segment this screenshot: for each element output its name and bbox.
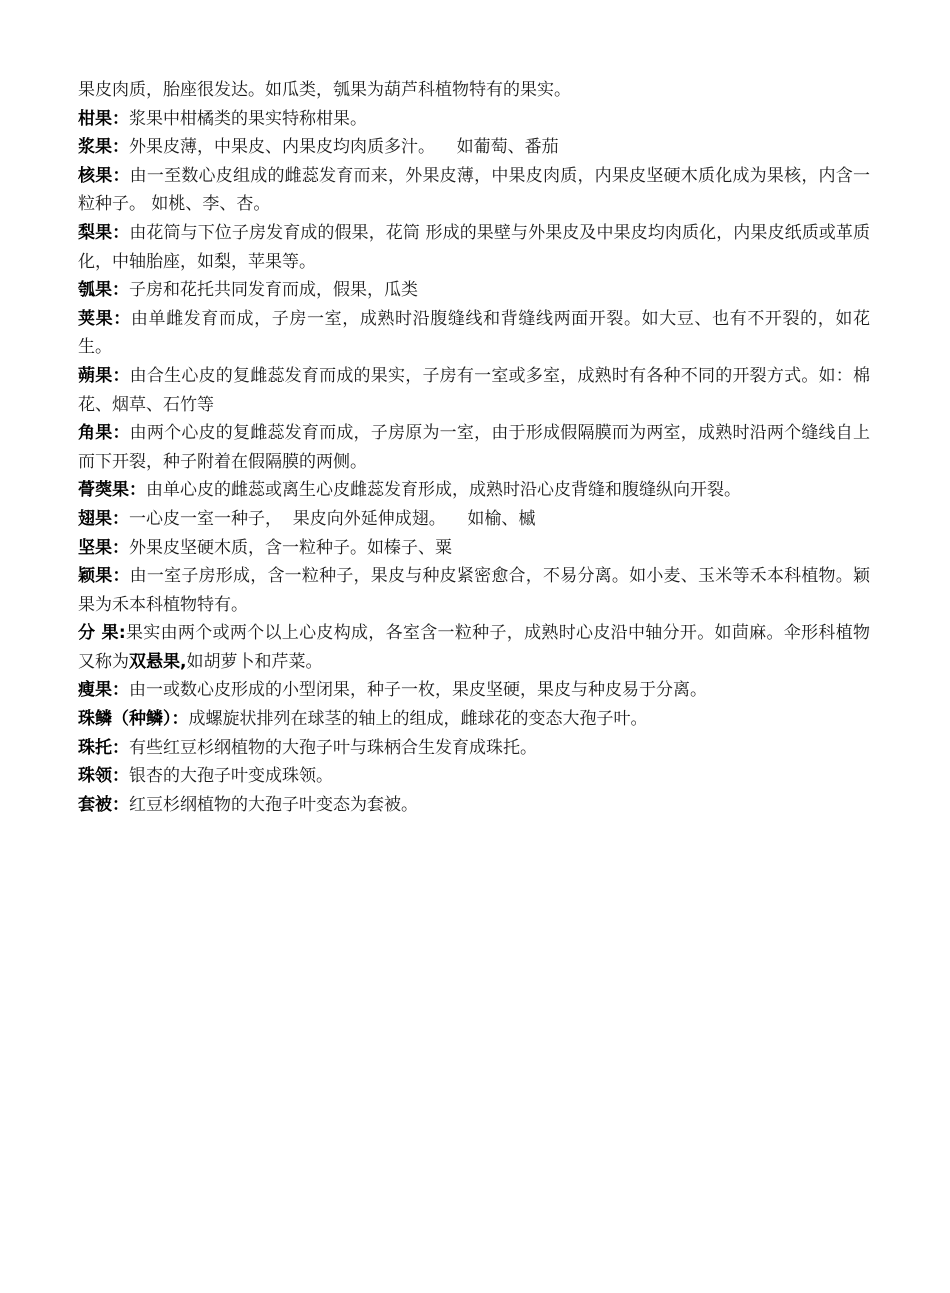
term-label: 翅果： bbox=[78, 508, 129, 529]
paragraph-capsule bbox=[78, 362, 870, 419]
paragraph-ovuliferous-scale bbox=[78, 705, 870, 734]
term-label: 浆果： bbox=[78, 137, 129, 158]
paragraph-text: 果实由两个或两个以上心皮构成，各室含一粒种子，成熟时心皮沿中轴分开。如茴麻。伞形科植物又称为 bbox=[78, 623, 871, 672]
paragraph-text: 有些红豆杉纲植物的大孢子叶与珠柄合生发育成珠托。 bbox=[129, 737, 537, 758]
term-label: 蒴果： bbox=[78, 365, 130, 386]
term-label: 瓠果： bbox=[78, 280, 129, 301]
paragraph-legume bbox=[78, 305, 870, 362]
paragraph-text: 银杏的大孢子叶变成珠领。 bbox=[129, 766, 333, 787]
term-label: 珠领： bbox=[78, 766, 129, 787]
term-label: 柑果： bbox=[78, 108, 129, 129]
paragraph-text: 由单心皮的雌蕊或离生心皮雌蕊发育形成，成熟时沿心皮背缝和腹缝纵向开裂。 bbox=[146, 480, 741, 501]
paragraph-text: 由两个心皮的复雌蕊发育而成，子房原为一室，由于形成假隔膜而为两室，成熟时沿两个缝线自上而下开裂，种子附着在假隔膜的两侧。 bbox=[78, 423, 871, 472]
paragraph-text: 由一或数心皮形成的小型闭果，种子一枚，果皮坚硬，果皮与种皮易于分离。 bbox=[129, 680, 707, 701]
paragraph-pepo bbox=[78, 276, 870, 305]
inline-bold-term: 双悬果, bbox=[129, 651, 187, 672]
paragraph-follicle bbox=[78, 476, 870, 505]
document-body bbox=[78, 76, 870, 819]
paragraph-text-after: 如胡萝卜和芹菜。 bbox=[186, 651, 323, 672]
paragraph-text: 外果皮薄，中果皮、内果皮均肉质多汁。 如葡萄、番茄 bbox=[129, 137, 559, 158]
paragraph-drupe bbox=[78, 162, 870, 219]
paragraph-hesperidium bbox=[78, 105, 870, 134]
term-label: 角果： bbox=[78, 423, 130, 444]
paragraph-collar bbox=[78, 762, 870, 791]
paragraph-text: 外果皮坚硬木质，含一粒种子。如榛子、粟 bbox=[129, 537, 452, 558]
term-label: 核果： bbox=[78, 165, 130, 186]
paragraph-caryopsis bbox=[78, 562, 870, 619]
paragraph-samara bbox=[78, 505, 870, 534]
term-label: 蓇葖果： bbox=[78, 480, 146, 501]
paragraph-text: 一心皮一室一种子， 果皮向外延伸成翅。 如榆、槭 bbox=[129, 508, 536, 529]
paragraph-text: 红豆杉纲植物的大孢子叶变态为套被。 bbox=[129, 794, 418, 815]
paragraph-pome bbox=[78, 219, 870, 276]
term-label: 珠鳞（种鳞）： bbox=[78, 709, 189, 730]
term-label: 分 果: bbox=[78, 623, 126, 644]
paragraph-gourd-continuation bbox=[78, 76, 870, 105]
paragraph-text: 果皮肉质，胎座很发达。如瓜类，瓠果为葫芦科植物特有的果实。 bbox=[78, 80, 571, 100]
term-label: 珠托： bbox=[78, 737, 129, 758]
term-label: 套被： bbox=[78, 794, 129, 815]
term-label: 颖果： bbox=[78, 566, 130, 587]
paragraph-text: 由一室子房形成，含一粒种子，果皮与种皮紧密愈合，不易分离。如小麦、玉米等禾本科植物。颖果为禾本科植物特有。 bbox=[78, 566, 871, 615]
paragraph-text: 由合生心皮的复雌蕊发育而成的果实，子房有一室或多室，成熟时有各种不同的开裂方式。如：棉花、烟草、石竹等 bbox=[78, 365, 871, 415]
paragraph-berry bbox=[78, 133, 870, 162]
paragraph-schizocarp bbox=[78, 619, 870, 676]
paragraph-achene bbox=[78, 676, 870, 705]
term-label: 荚果： bbox=[78, 308, 131, 329]
term-label: 梨果： bbox=[78, 222, 130, 243]
paragraph-text: 由一至数心皮组成的雌蕊发育而来，外果皮薄，中果皮肉质，内果皮坚硬木质化成为果核，内含一粒种子。 如桃、李、杏。 bbox=[78, 165, 871, 215]
paragraph-silique bbox=[78, 419, 870, 476]
paragraph-epimatium bbox=[78, 791, 870, 820]
paragraph-nut bbox=[78, 534, 870, 563]
paragraph-text: 子房和花托共同发育而成，假果，瓜类 bbox=[129, 280, 418, 301]
paragraph-text: 浆果中柑橘类的果实特称柑果。 bbox=[129, 108, 367, 129]
paragraph-text: 成螺旋状排列在球茎的轴上的组成，雌球花的变态大孢子叶。 bbox=[188, 709, 648, 730]
term-label: 瘦果： bbox=[78, 680, 129, 701]
paragraph-text: 由单雌发育而成，子房一室，成熟时沿腹缝线和背缝线两面开裂。如大豆、也有不开裂的，如花生。 bbox=[78, 308, 871, 358]
paragraph-text: 由花筒与下位子房发育成的假果，花筒 形成的果壁与外果皮及中果皮均肉质化，内果皮纸质或革质化，中轴胎座，如梨，苹果等。 bbox=[78, 222, 871, 272]
paragraph-ovule-cushion bbox=[78, 734, 870, 763]
term-label: 坚果： bbox=[78, 537, 129, 558]
